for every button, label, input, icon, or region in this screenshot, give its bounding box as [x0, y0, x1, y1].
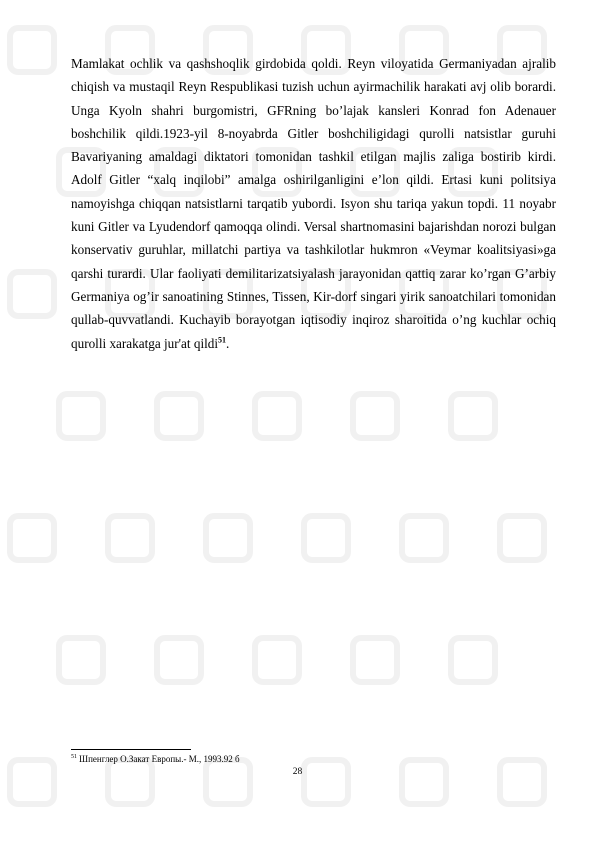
paragraph-end: .	[226, 335, 230, 351]
footnote-reference[interactable]: 51	[218, 335, 227, 345]
paragraph-text: Mamlakat ochlik va qashshoqlik girdobida qoldi. Reyn viloyatida Germaniyadan ajralib chiqish va mustaqil Reyn Respublikasi tuzish uchun ayirmachilik harakati avj olib borardi. Unga Kyoln shahri burgomistri, GFRning bo’lajak kansleri Konrad fon Adenauer boshchilik qildi.1923-yil 8-noyabrda Gitler boshchiligidagi qurolli natsistlar guruhi Bavariyaning amaldagi diktatori tomonidan tashkil etilgan majlis zaliga bostirib kirdi. Adolf Gitler “xalq inqilobi” amalga oshirilganligini e’lon qildi. Ertasi kuni politsiya namoyishga chiqqan natsistlarni tarqatib yubordi. Isyon shu tariqa yakun topdi. 11 noyabr kuni Gitler va Lyudendorf qamoqqa olindi. Versal shartnomasini bajarishdan norozi bulgan konservativ guruhlar, millatchi partiya va tashkilotlar hukmron «Veymar koalitsiyasi»ga qarshi turardi. Ular faoliyati demilitarizatsiyalash jarayonidan qattiq zarar ko’rgan G’arbiy Germaniya og’ir sanoatining Stinnes, Tissen, Kir-dorf singari yirik sanoatchilari tomonidan qullab-quvvatlandi. Kuchayib borayotgan iqtisodiy inqiroz sharoitida o’ng kuchlar ochiq qurolli xarakatga jur'at qildi	[71, 56, 556, 351]
footnote-separator	[71, 749, 191, 750]
footnote	[71, 753, 240, 765]
page-number: 28	[292, 767, 303, 777]
footnote-text: Шпенглер О.Закат Европы.- М., 1993.92 б	[79, 754, 240, 764]
page-body	[71, 52, 556, 355]
footnote-number: 51	[71, 754, 77, 760]
body-paragraph	[71, 52, 556, 355]
